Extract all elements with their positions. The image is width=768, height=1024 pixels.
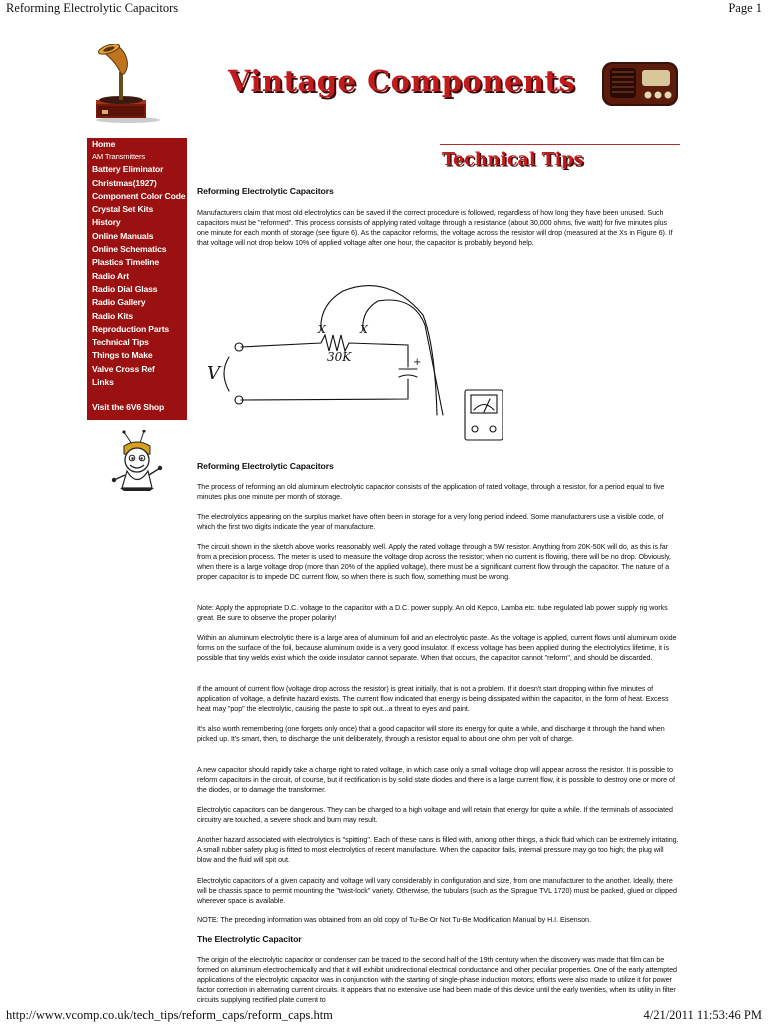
sidebar-item-online-schematics[interactable]: Online Schematics xyxy=(92,244,167,255)
sidebar-item-history[interactable]: History xyxy=(92,217,121,228)
article-paragraph: If the amount of current flow (voltage drop across the resistor) is great initially, that is not a problem. If it doesn't start dropping within five minutes of application of voltage, a definite hazard exists. The current flow indicated that energy is being dissipated within the capacitor, in the form of heat. Excess heat may "pop" the electrolytic, causing the paste to spit out...a threat to eyes and paint. xyxy=(197,685,669,714)
article-intro: Manufacturers claim that most old electrolytics can be saved if the correct procedure is followed, regardless of how long they have been unused. Such capacitors must be "reformed". This process consists of applying rated voltage through a resistance (about 30,000 ohms, five watt) for five minutes plus one minute for each month of storage (see figure 6). As the capacitor reforms, the voltage across the resistor will drop (measured at the Xs in Figure 6). If that voltage will not drop below 10% of applied voltage after one hour, the capacitor is probably beyond help. xyxy=(197,209,673,248)
section-heading: Technical Tips xyxy=(442,150,584,170)
probe-mark-2: X xyxy=(360,323,368,336)
sidebar-item-valve-cross-ref[interactable]: Valve Cross Ref xyxy=(92,363,155,374)
sidebar-item-am-transmitters[interactable]: AM Transmitters xyxy=(92,152,146,162)
sidebar-spacer xyxy=(87,389,187,401)
gramophone-icon xyxy=(88,44,162,124)
sidebar-item-battery-eliminator[interactable]: Battery Eliminator xyxy=(92,164,164,175)
page-number: Page 1 xyxy=(728,1,762,15)
article-paragraph-final: The origin of the electrolytic capacitor or condenser can be traced to the second half of the 19th century when the discovery was made that film can be formed on aluminum electrochemically and that it will exhibit unidirectional electrical conductance and other peculiar properties. One of the early attempted applications of the electrolytic capacitor was in conjunction with the starting of single-phase induction motors; efforts were also made to utilize it for power factor correction in alternating current circuits. It appears that no extensive use had been made of this device until the early twenties, when its utility in filter circuits supplying rectified plate current to xyxy=(197,956,677,1005)
sidebar-item-home[interactable]: Home xyxy=(92,139,116,149)
article-paragraph: The process of reforming an old aluminum electrolytic capacitor consists of the application of rated voltage, through a resistor, for a period equal to five minutes plus one minute per month of storage. xyxy=(197,483,665,502)
sidebar-item-technical-tips[interactable]: Technical Tips xyxy=(92,337,149,348)
heading-rule xyxy=(440,144,680,145)
sidebar-item-radio-gallery[interactable]: Radio Gallery xyxy=(92,297,146,308)
page-url: http://www.vcomp.co.uk/tech_tips/reform_caps/reform_caps.htm xyxy=(6,1008,333,1022)
sidebar-item-crystal-set-kits[interactable]: Crystal Set Kits xyxy=(92,204,154,215)
article-heading-3: The Electrolytic Capacitor xyxy=(197,934,302,944)
article-paragraph: NOTE: The preceding information was obtained from an old copy of Tu-Be Or Not Tu-Be Modification Manual by H.I. Eisenson. xyxy=(197,916,591,924)
article-heading-2: Reforming Electrolytic Capacitors xyxy=(197,461,334,471)
print-header xyxy=(0,0,768,18)
shop-link[interactable]: Visit the 6V6 Shop xyxy=(92,402,165,413)
sidebar-item-plastics-timeline[interactable]: Plastics Timeline xyxy=(92,257,160,268)
cartoon-mascot-icon xyxy=(110,430,164,492)
article-paragraph: Electrolytic capacitors can be dangerous. They can be charged to a high voltage and will retain that energy for quite a while. If the terminals of associated circuitry are touched, a severe shock and burn may result. xyxy=(197,806,673,825)
resistor-label: 30K xyxy=(327,350,352,364)
sidebar-item-radio-dial-glass[interactable]: Radio Dial Glass xyxy=(92,283,158,294)
radio-icon xyxy=(600,58,680,110)
sidebar-item-radio-kits[interactable]: Radio Kits xyxy=(92,310,133,321)
article-paragraph: Within an aluminum electrolytic there is a large area of aluminum foil and an electrolytic paste. As the voltage is applied, current flows until aluminum oxide forms on the surface of the foil, because aluminum oxide is a very good insulator. If excess voltage has been applied during the electrolytics lifetime, it is possible that tiny welds exist which the oxide insulator cannot separate. When that occurs, the capacitor cannot "reform", and should be discarded. xyxy=(197,634,677,663)
article-paragraph: The circuit shown in the sketch above works reasonably well. Apply the rated voltage through a 5W resistor. Anything from 20K-50K will do, as this is far from a precision process. The meter is used to measure the voltage drop across the resistor; when no current is flowing, there will be no drop. Obviously, when there is a large voltage drop (more than 20% of the applied voltage), there must be a significant current flow through the capacitor. The nature of a proper capacitor is to impede DC current flow, so when there is such flow, something must be wrong. xyxy=(197,543,671,582)
sidebar-item-component-color-code[interactable]: Component Color Code xyxy=(92,190,186,201)
sidebar-item-online-manuals[interactable]: Online Manuals xyxy=(92,230,154,241)
print-timestamp: 4/21/2011 11:53:46 PM xyxy=(643,1008,762,1022)
sidebar-nav xyxy=(87,138,187,420)
banner-title: Vintage Components xyxy=(228,64,576,98)
sidebar-item-things-to-make[interactable]: Things to Make xyxy=(92,350,153,361)
article-heading-1: Reforming Electrolytic Capacitors xyxy=(197,186,334,196)
article-paragraph: The electrolytics appearing on the surplus market have often been in storage for a very long period indeed. Some manufacturers use a visible code, of which the first two digits indicate the year of manufacture. xyxy=(197,513,664,532)
article-paragraph: A new capacitor should rapidly take a charge right to rated voltage, in which case only a small voltage drop will appear across the resistor. It is possible to reform capacitors in the circuit, of course, but if rectification is by solid state diodes and there is a large current flow, it is possible to destroy one or more of the diodes, or to damage the transformer. xyxy=(197,766,675,795)
circuit-diagram xyxy=(203,275,503,450)
article-paragraph: Electrolytic capacitors of a given capacity and voltage will vary considerably in configuration and size, from one manufacturer to the another. Ideally, there will be chassis space to permit mounting the "twist-lock" variety. Otherwise, the tubulars (such as the Sprague TVL 1720) must be packed, glued or clipped wherever space is available. xyxy=(197,877,677,906)
sidebar-item-reproduction-parts[interactable]: Reproduction Parts xyxy=(92,323,170,334)
article-paragraph: Another hazard associated with electrolytics is "spitting". Each of these cans is filled with, among other things, a thick fluid which can be extremely irritating. A small rubber safety plug is fitted to most electrolytics of recent manufacture. When the capacitor fails, internal pressure may go too high; the plug will blow and the fluid will spit out. xyxy=(197,836,679,865)
sidebar-item-radio-art[interactable]: Radio Art xyxy=(92,270,130,281)
article-paragraph: Note: Apply the appropriate D.C. voltage to the capacitor with a D.C. power supply. An old Kepco, Lamba etc. tube regulated lab power supply rig works great. Be sure to observe the proper polarity! xyxy=(197,604,668,623)
probe-mark-1: X xyxy=(318,323,326,336)
print-footer xyxy=(0,1006,768,1024)
voltage-label: V xyxy=(207,363,220,384)
print-title: Reforming Electrolytic Capacitors xyxy=(6,1,179,15)
sidebar-item-christmas-1927[interactable]: Christmas(1927) xyxy=(92,177,157,188)
site-banner xyxy=(228,64,576,104)
article-paragraph: It's also worth remembering (one forgets only once) that a good capacitor will store its energy for quite a while, and discharge it through the hand when picked up. It's smart, then, to discharge the unit deliberately, through a resistor equal to about one ohm per volt of charge. xyxy=(197,725,665,744)
polarity-label: + xyxy=(413,357,422,368)
sidebar-item-links[interactable]: Links xyxy=(92,377,114,388)
